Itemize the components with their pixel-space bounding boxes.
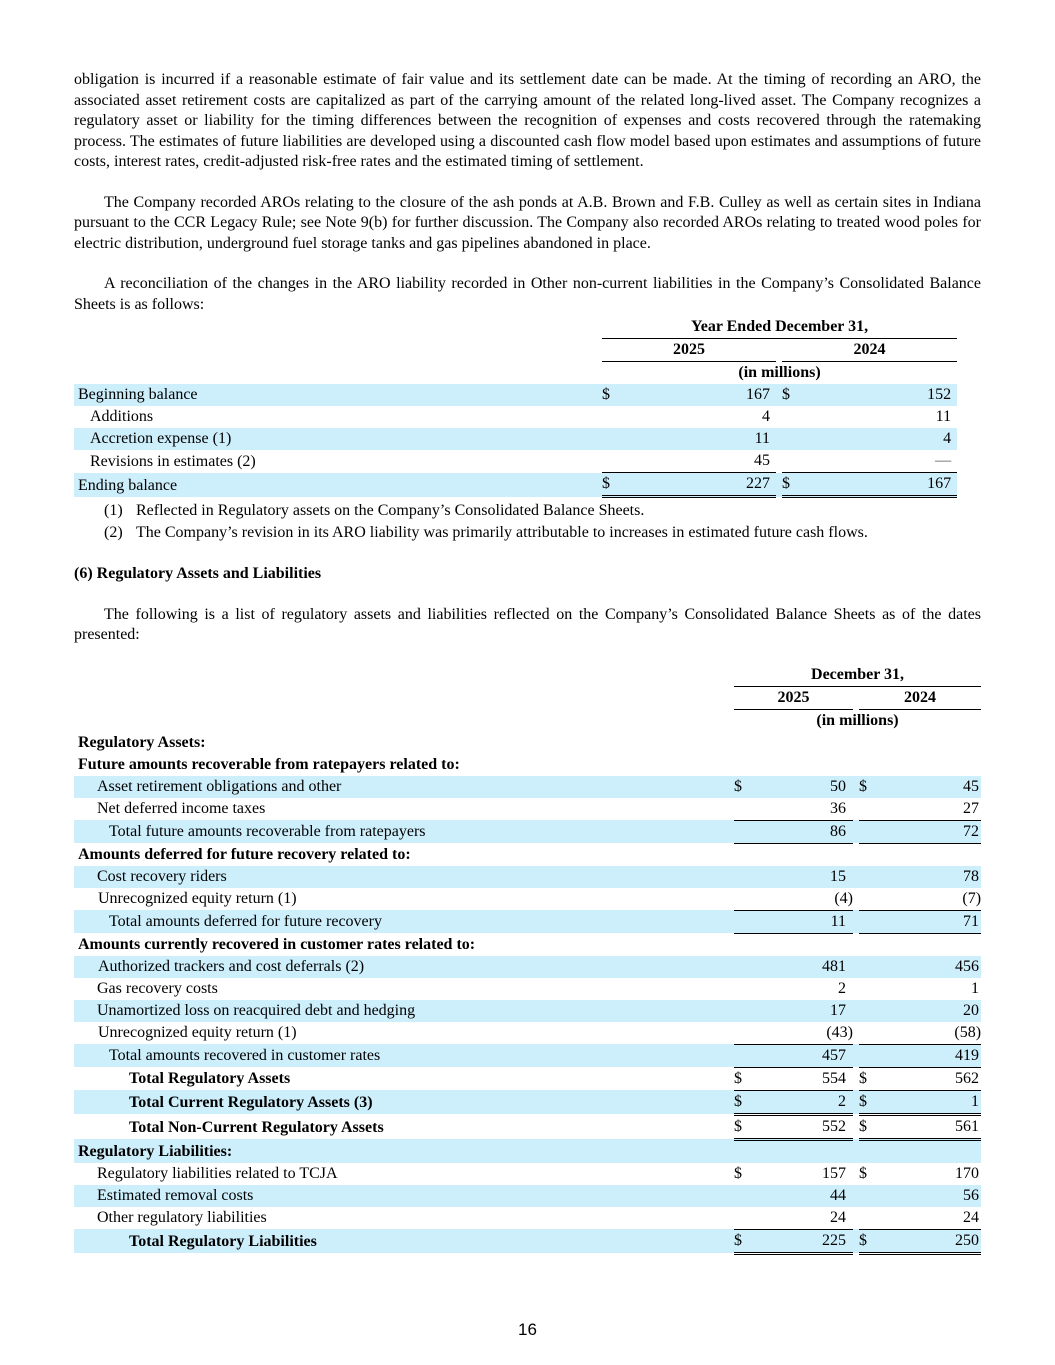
table-row [74, 428, 981, 450]
table-row [74, 843, 981, 866]
value-2024: 56 [877, 1185, 981, 1207]
paragraph-aro-reconciliation: A reconciliation of the changes in the ARO liability recorded in Other non-current liabilities in the Company’s Consolidated Balance Sheets is as follows: [74, 275, 981, 313]
paragraph-aro-recorded: The Company recorded AROs relating to the closure of the ash ponds at A.B. Brown and F.B. Culley as well as certain sites in Indiana pursuant to the CCR Legacy Rule; see Note 9(b) for further discussion. The Company also recorded AROs relating to treated wood poles for electric distribution, underground fuel storage tanks and gas pipelines abandoned in place. [74, 193, 981, 252]
value-2025: 50 [752, 776, 853, 798]
row-label: Other regulatory liabilities [97, 1209, 267, 1226]
value-2025: 17 [752, 1000, 853, 1022]
value-2024: 250 [877, 1229, 981, 1253]
dollar-sign: $ [859, 1090, 877, 1114]
table-row [74, 866, 981, 888]
row-label: Gas recovery costs [97, 979, 218, 997]
value-2024: 24 [877, 1207, 981, 1230]
table-row [74, 933, 981, 956]
table-row [74, 732, 981, 754]
value-2024: 78 [877, 866, 981, 888]
row-label: Unrecognized equity return (1) [98, 1024, 297, 1041]
table-row [74, 473, 981, 497]
row-label: Total Regulatory Assets [129, 1070, 291, 1087]
footnote-mark: (2) [104, 524, 123, 541]
value-2024: (7) [877, 888, 981, 911]
reg-period-header: December 31, [734, 664, 981, 687]
aro-units: (in millions) [738, 364, 821, 381]
value-2024: 456 [877, 956, 981, 978]
row-label: Authorized trackers and cost deferrals (2) [74, 956, 734, 978]
value-2025: 4 [762, 408, 770, 425]
table-row [74, 1067, 981, 1090]
dollar-sign: $ [782, 473, 802, 497]
footnote [74, 522, 981, 544]
value-2024: 170 [955, 1164, 980, 1182]
paragraph-regulatory-intro: The following is a list of regulatory assets and liabilities reflected on the Company’s Consolidated Balance Sheets as of the dates presented: [74, 605, 981, 643]
regulatory-table [74, 664, 981, 1255]
page-number: 16 [518, 1320, 537, 1339]
row-label: Total amounts recovered in customer rates [74, 1044, 734, 1067]
table-row [74, 754, 981, 776]
row-label: Regulatory Assets: [78, 733, 206, 751]
value-2024: 27 [877, 798, 981, 821]
reg-col-2024: 2024 [859, 686, 981, 709]
value-2025: 2 [752, 1090, 853, 1114]
value-2025: 554 [752, 1067, 853, 1090]
table-row [74, 888, 981, 911]
dollar-sign: $ [859, 1114, 877, 1139]
section-heading: (6) Regulatory Assets and Liabilities [74, 565, 322, 582]
footnote [74, 500, 981, 522]
table-row [74, 1022, 981, 1045]
aro-period-header: Year Ended December 31, [602, 316, 957, 339]
value-2025: 225 [752, 1229, 853, 1253]
row-label: Unrecognized equity return (1) [98, 890, 297, 907]
row-label: Amounts deferred for future recovery related to: [78, 845, 411, 863]
row-label: Total amounts deferred for future recovery [74, 910, 734, 933]
table-row [74, 450, 981, 473]
paragraph-aro-intro: obligation is incurred if a reasonable estimate of fair value and its settlement date can be made. At the timing of recording an ARO, the associated asset retirement costs are capitalized as part of the carrying amount of the related long-lived asset. The Company recognizes a regulatory asset or liability for the timing differences between the recognition of expenses and costs recovered through the ratemaking process. The estimates of future liabilities are developed using a discounted cash flow model based upon estimates and assumptions of future costs, interest rates, credit-adjusted risk-free rates and the estimated timing of settlement. [74, 71, 981, 170]
aro-col-2024: 2024 [782, 339, 957, 362]
value-2024: 152 [802, 384, 957, 406]
value-2025: 15 [752, 866, 853, 888]
dollar-sign: $ [734, 1067, 752, 1090]
value-2025: 36 [752, 798, 853, 821]
dollar-sign: $ [602, 384, 622, 406]
dollar-sign: $ [859, 1067, 877, 1090]
value-2024: 419 [877, 1044, 981, 1067]
dollar-sign: $ [859, 1164, 867, 1182]
footnote-text: Reflected in Regulatory assets on the Company’s Consolidated Balance Sheets. [136, 502, 645, 519]
value-2024: 562 [877, 1067, 981, 1090]
dollar-sign: $ [734, 1164, 742, 1182]
row-label: Asset retirement obligations and other [74, 776, 734, 798]
row-label: Beginning balance [74, 384, 602, 406]
dollar-sign: $ [734, 1114, 752, 1139]
value-2025: 167 [622, 384, 776, 406]
table-row [74, 1229, 981, 1253]
value-2025: 2 [838, 979, 846, 997]
value-2025: 86 [752, 820, 853, 843]
row-label: Accretion expense (1) [74, 428, 602, 450]
reg-col-2025: 2025 [734, 686, 853, 709]
table-row [74, 1000, 981, 1022]
table-row [74, 384, 981, 406]
table-row [74, 1044, 981, 1067]
value-2025: 11 [752, 910, 853, 933]
value-2024: 72 [877, 820, 981, 843]
value-2024: — [802, 450, 957, 473]
value-2025: 24 [752, 1207, 853, 1230]
table-row [74, 1139, 981, 1163]
row-label: Amounts currently recovered in customer rates related to: [78, 935, 476, 953]
value-2024: 1 [877, 1090, 981, 1114]
value-2025: 457 [752, 1044, 853, 1067]
dollar-sign: $ [734, 1229, 752, 1253]
row-label: Unamortized loss on reacquired debt and hedging [74, 1000, 734, 1022]
row-label: Regulatory Liabilities: [74, 1139, 734, 1163]
row-label: Ending balance [74, 473, 602, 497]
row-label: Net deferred income taxes [97, 800, 266, 817]
footnote-mark: (1) [104, 502, 123, 519]
table-row [74, 1090, 981, 1114]
value-2024: 561 [877, 1114, 981, 1139]
footnote-text: The Company’s revision in its ARO liability was primarily attributable to increases in estimated future cash flows. [136, 524, 868, 541]
value-2024: 71 [877, 910, 981, 933]
value-2025: (43) [752, 1022, 853, 1045]
value-2025: (4) [752, 888, 853, 911]
row-label: Future amounts recoverable from ratepayers related to: [78, 755, 460, 773]
row-label: Total future amounts recoverable from ratepayers [74, 820, 734, 843]
value-2024: 1 [971, 979, 980, 997]
table-row [74, 776, 981, 798]
table-row [74, 910, 981, 933]
row-label: Estimated removal costs [74, 1185, 734, 1207]
dollar-sign: $ [734, 1090, 752, 1114]
document-page [74, 70, 981, 1255]
value-2024: 167 [802, 473, 957, 497]
value-2025: 44 [752, 1185, 853, 1207]
dollar-sign: $ [859, 776, 877, 798]
value-2025: 552 [752, 1114, 853, 1139]
table-row [74, 1114, 981, 1139]
value-2024: 45 [877, 776, 981, 798]
row-label: Total Regulatory Liabilities [74, 1229, 734, 1253]
row-label: Additions [90, 408, 154, 425]
table-row [74, 798, 981, 821]
aro-col-2025: 2025 [602, 339, 776, 362]
table-row [74, 1207, 981, 1230]
table-row [74, 956, 981, 978]
table-row [74, 1163, 981, 1185]
row-label: Regulatory liabilities related to TCJA [97, 1164, 338, 1182]
table-row [74, 820, 981, 843]
row-label: Cost recovery riders [74, 866, 734, 888]
dollar-sign: $ [734, 776, 752, 798]
value-2025: 157 [822, 1164, 846, 1182]
table-row [74, 1185, 981, 1207]
row-label: Total Non-Current Regulatory Assets [129, 1119, 384, 1136]
aro-reconciliation-table [74, 316, 981, 498]
dollar-sign: $ [782, 384, 802, 406]
row-label: Total Current Regulatory Assets (3) [74, 1090, 734, 1114]
dollar-sign: $ [602, 473, 622, 497]
row-label: Revisions in estimates (2) [90, 452, 256, 470]
table-row [74, 406, 981, 428]
value-2024: 11 [935, 408, 952, 425]
value-2025: 45 [622, 450, 776, 473]
value-2025: 11 [622, 428, 776, 450]
dollar-sign: $ [859, 1229, 877, 1253]
reg-units: (in millions) [816, 711, 899, 729]
value-2025: 227 [622, 473, 776, 497]
value-2024: 4 [802, 428, 957, 450]
value-2024: 20 [877, 1000, 981, 1022]
value-2025: 481 [752, 956, 853, 978]
table-row [74, 978, 981, 1000]
value-2024: (58) [877, 1022, 981, 1045]
